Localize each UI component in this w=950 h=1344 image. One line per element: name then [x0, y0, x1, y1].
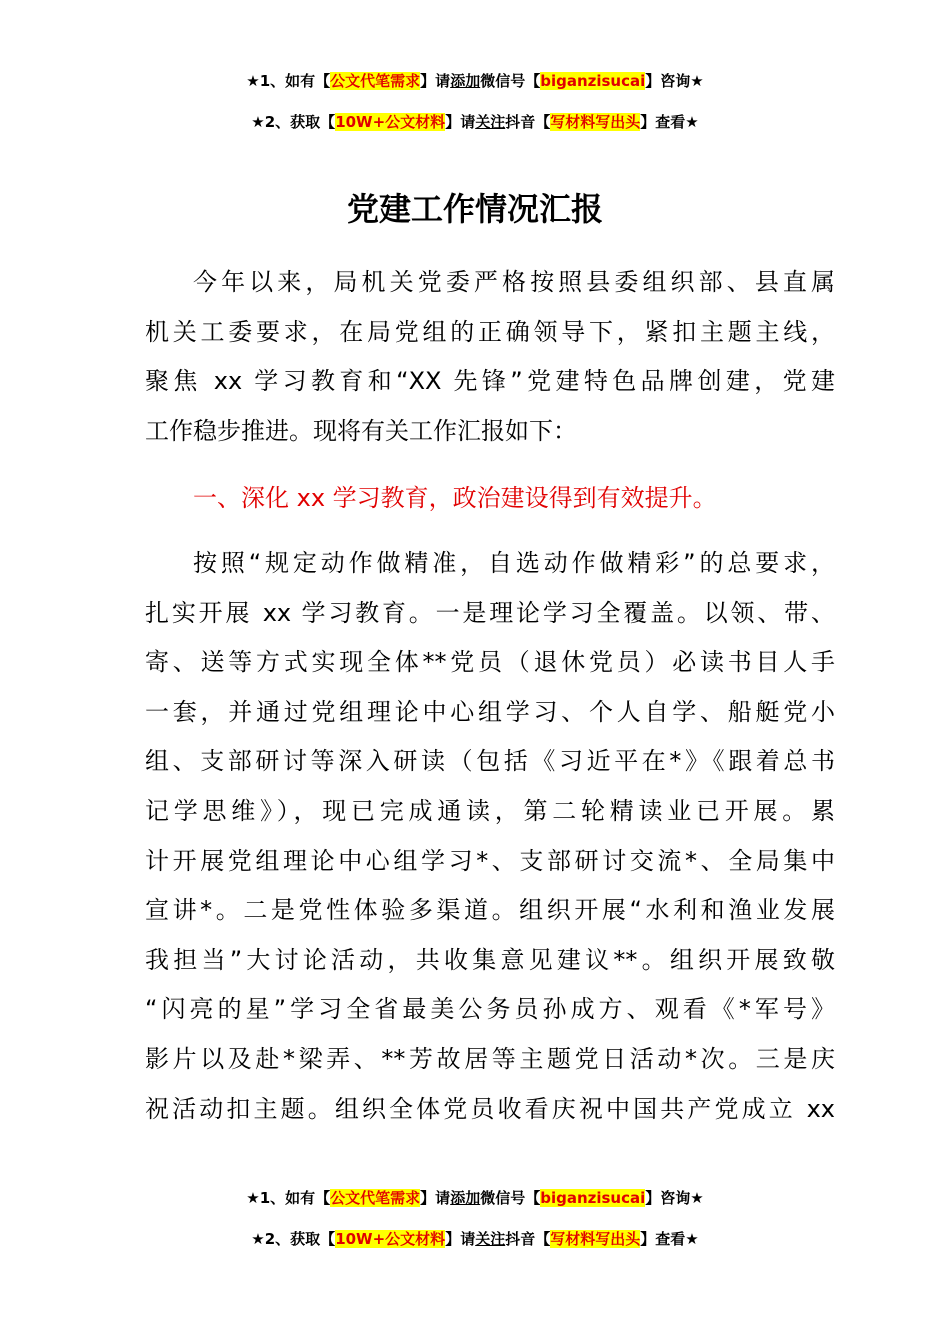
banner-text: 微信号【 [480, 72, 541, 90]
banner-highlight: 10W+公文材料 [335, 113, 446, 131]
text-line: 今年以来，局机关党委严格按照县委组织部、县直属 [193, 268, 835, 296]
banner-text: 】请 [420, 72, 451, 90]
text-line: “闪亮的星”学习全省最美公务员孙成方、观看《*军号》 [145, 995, 835, 1024]
bottom-banner-line-1 [0, 1187, 950, 1209]
banner-highlight: 写材料写出头 [550, 1230, 641, 1248]
text-line: 宣讲*。二是党性体验多渠道。组织开展“水利和渔业发展 [145, 896, 835, 925]
intro-paragraph [145, 258, 835, 456]
banner-highlight: 写材料写出头 [550, 113, 641, 131]
banner-text: 抖音【 [505, 1230, 551, 1248]
document-title: 党建工作情况汇报 [346, 190, 603, 228]
text-line: 组、支部研讨等深入研读（包括《习近平在*》《跟着总书 [145, 747, 835, 776]
text-line: 机关工委要求，在局党组的正确领导下，紧扣主题主线， [145, 317, 835, 346]
banner-text: ★1、如有【 [246, 72, 331, 90]
top-banner-line-1 [0, 70, 950, 92]
top-banner-line-2 [0, 111, 950, 133]
text-line: 记学思维》），现已完成通读，第二轮精读业已开展。累 [145, 796, 835, 825]
banner-text: 】查看★ [640, 1230, 699, 1248]
text-line: 按照“规定动作做精准，自选动作做精彩”的总要求， [193, 549, 835, 577]
text-line: 影片以及赴*梁弄、**芳故居等主题党日活动*次。三是庆 [145, 1044, 835, 1073]
banner-text: 】咨询★ [645, 1189, 704, 1207]
banner-text: 】查看★ [640, 113, 699, 131]
banner-text: 微信号【 [480, 1189, 541, 1207]
banner-text: ★1、如有【 [246, 1189, 331, 1207]
banner-underline: 关注 [475, 1230, 506, 1248]
banner-highlight: biganzisucai [540, 1189, 646, 1207]
bottom-banner-line-2 [0, 1228, 950, 1250]
banner-text: 】请 [445, 1230, 476, 1248]
banner-text: ★2、获取【 [251, 113, 336, 131]
text-line: 工作稳步推进。现将有关工作汇报如下： [145, 416, 577, 445]
text-line: 扎实开展 xx 学习教育。一是理论学习全覆盖。以领、带、 [145, 598, 835, 627]
banner-text: 】请 [420, 1189, 451, 1207]
banner-text: 】咨询★ [645, 72, 704, 90]
section-body [145, 539, 835, 1134]
text-line: 计开展党组理论中心组学习*、支部研讨交流*、全局集中 [145, 846, 835, 875]
banner-text: 抖音【 [505, 113, 551, 131]
banner-underline: 添加 [450, 72, 481, 90]
banner-text: ★2、获取【 [251, 1230, 336, 1248]
section-heading: 一、深化 xx 学习教育，政治建设得到有效提升。 [193, 484, 717, 512]
banner-highlight: 公文代笔需求 [330, 72, 421, 90]
banner-highlight: biganzisucai [540, 72, 646, 90]
text-line: 一套，并通过党组理论中心组学习、个人自学、船艇党小 [145, 697, 835, 726]
banner-underline: 关注 [475, 113, 506, 131]
text-line: 祝活动扣主题。组织全体党员收看庆祝中国共产党成立 xx [145, 1094, 835, 1123]
banner-highlight: 10W+公文材料 [335, 1230, 446, 1248]
text-line: 我担当”大讨论活动，共收集意见建议**。组织开展致敬 [145, 945, 835, 974]
text-line: 聚焦 xx 学习教育和“XX 先锋”党建特色品牌创建，党建 [145, 367, 835, 396]
text-line: 寄、送等方式实现全体**党员（退休党员）必读书目人手 [145, 648, 835, 677]
banner-text: 】请 [445, 113, 476, 131]
banner-underline: 添加 [450, 1189, 481, 1207]
banner-highlight: 公文代笔需求 [330, 1189, 421, 1207]
